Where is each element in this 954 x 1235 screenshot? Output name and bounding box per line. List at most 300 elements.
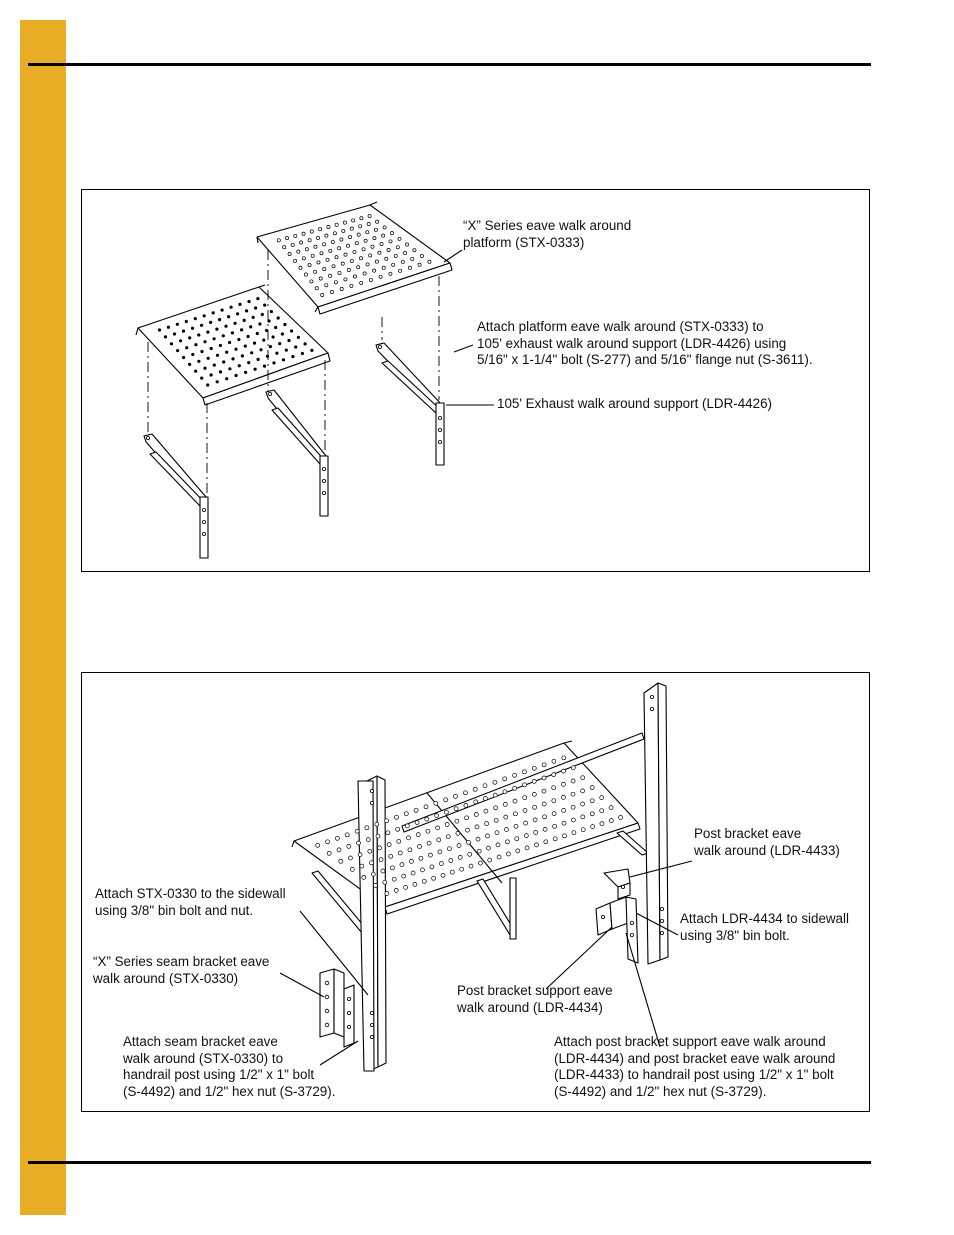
walkway-hole: [408, 848, 412, 852]
platform-hole: [297, 336, 300, 339]
platform-hole: [188, 336, 191, 339]
platform-hole: [238, 303, 241, 306]
platform-hole: [170, 342, 173, 345]
platform-hole: [357, 233, 360, 236]
walkway-hole: [457, 844, 461, 848]
platform-hole: [418, 263, 421, 266]
walkway-hole: [444, 798, 448, 802]
platform-hole: [366, 263, 369, 266]
walkway-hole: [483, 784, 487, 788]
walkway-hole: [345, 833, 349, 837]
walkway-hole: [432, 876, 436, 880]
platform-hole: [413, 249, 416, 252]
figure-handrail-assembly: [81, 672, 870, 1112]
walkway-hole: [395, 815, 399, 819]
platform-hole: [212, 311, 215, 314]
platform-hole: [158, 328, 161, 331]
platform-hole: [326, 258, 329, 261]
platform-hole: [263, 304, 266, 307]
callout-post-bracket: Post bracket eave walk around (LDR-4433): [694, 826, 840, 858]
platform-hole: [230, 306, 233, 309]
platform-hole: [222, 334, 225, 337]
walkway-hole: [463, 791, 467, 795]
platform-hole: [197, 360, 200, 363]
walkway-hole: [503, 790, 507, 794]
walkway-hole: [448, 847, 452, 851]
walkway-hole: [458, 855, 462, 859]
platform-hole: [359, 225, 362, 228]
platform-hole: [265, 329, 268, 332]
walkway-hole: [435, 814, 439, 818]
platform-hole: [355, 242, 358, 245]
platform-hole: [194, 370, 197, 373]
walkway-hole: [385, 892, 389, 896]
walkway-hole: [381, 869, 385, 873]
platform-hole: [334, 281, 337, 284]
platform-hole: [342, 229, 345, 232]
walkway-hole: [368, 849, 372, 853]
platform-hole: [314, 270, 317, 273]
walkway-hole: [404, 812, 408, 816]
platform-hole: [225, 351, 228, 354]
walkway-hole: [466, 828, 470, 832]
walkway-hole: [366, 838, 370, 842]
platform-hole: [247, 300, 250, 303]
walkway-hole: [379, 858, 383, 862]
walkway-hole: [375, 822, 379, 826]
platform-hole: [335, 256, 338, 259]
platform-hole: [374, 228, 377, 231]
walkway-hole: [553, 824, 557, 828]
platform-hole: [408, 266, 411, 269]
platform-hole: [353, 250, 356, 253]
walkway-hole: [446, 835, 450, 839]
platform-hole: [353, 275, 356, 278]
walkway-hole: [562, 808, 566, 812]
walkway-hole: [475, 825, 479, 829]
platform-hole: [344, 253, 347, 256]
platform-hole: [287, 339, 290, 342]
walkway-hole: [411, 871, 415, 875]
walkway-hole: [383, 880, 387, 884]
walkway-hole: [535, 843, 539, 847]
platform-hole: [333, 232, 336, 235]
walkway-hole: [390, 866, 394, 870]
platform-hole: [291, 355, 294, 358]
walkway-hole: [600, 822, 604, 826]
platform-hole: [297, 250, 300, 253]
walkway-hole: [483, 797, 487, 801]
top-rule: [28, 63, 871, 66]
walkway-hole: [493, 793, 497, 797]
walkway-hole: [326, 840, 330, 844]
walkway-hole: [376, 834, 380, 838]
platform-hole: [343, 221, 346, 224]
walkway-hole: [424, 805, 428, 809]
walkway-hole: [430, 865, 434, 869]
platform-hole: [314, 245, 317, 248]
walkway-hole: [445, 823, 449, 827]
walkway-hole: [524, 834, 528, 838]
walkway-hole: [370, 861, 374, 865]
walkway-hole: [552, 799, 556, 803]
platform-hole: [258, 322, 261, 325]
walkway-hole: [358, 853, 362, 857]
walkway-hole: [400, 863, 404, 867]
walkway-hole: [371, 872, 375, 876]
platform-hole: [308, 264, 311, 267]
walkway-hole: [460, 867, 464, 871]
platform-hole: [275, 352, 278, 355]
platform-hole: [228, 367, 231, 370]
walkway-hole: [365, 826, 369, 830]
platform-hole: [185, 346, 188, 349]
walkway-hole: [562, 769, 566, 773]
walkway-hole: [504, 815, 508, 819]
walkway-hole: [590, 786, 594, 790]
walkway-hole: [524, 821, 528, 825]
platform-hole: [310, 230, 313, 233]
platform-hole: [362, 248, 365, 251]
walkway-hole: [562, 756, 566, 760]
walkway-hole: [609, 806, 613, 810]
walkway-hole: [493, 780, 497, 784]
platform-hole: [244, 371, 247, 374]
platform-hole: [228, 341, 231, 344]
walkway-hole: [525, 846, 529, 850]
walkway-hole: [438, 850, 442, 854]
walkway-hole: [516, 849, 520, 853]
walkway-hole: [506, 852, 510, 856]
walkway-hole: [523, 809, 527, 813]
walkway-hole: [397, 839, 401, 843]
platform-hole: [270, 310, 273, 313]
platform-hole: [311, 254, 314, 257]
platform-hole: [203, 314, 206, 317]
platform-hole: [167, 326, 170, 329]
platform-hole: [216, 354, 219, 357]
walkway-hole: [428, 853, 432, 857]
walkway-hole: [407, 836, 411, 840]
platform-hole: [411, 257, 414, 260]
platform-hole: [301, 352, 304, 355]
walkway-hole: [494, 806, 498, 810]
platform-hole: [340, 238, 343, 241]
walkway-hole: [337, 848, 341, 852]
platform-hole: [389, 240, 392, 243]
platform-hole: [267, 319, 270, 322]
walkway-hole: [436, 826, 440, 830]
platform-hole: [256, 297, 259, 300]
platform-hole: [404, 252, 407, 255]
platform-hole: [182, 356, 185, 359]
walkway-hole: [405, 824, 409, 828]
walkway-hole: [373, 883, 377, 887]
platform-hole: [294, 259, 297, 262]
walkway-hole: [484, 809, 488, 813]
platform-hole: [176, 323, 179, 326]
platform-hole: [385, 257, 388, 260]
platform-hole: [164, 335, 167, 338]
walkway-hole: [425, 817, 429, 821]
platform-hole: [256, 332, 259, 335]
platform-hole: [283, 323, 286, 326]
walkway-hole: [418, 845, 422, 849]
platform-hole: [262, 339, 265, 342]
platform-hole: [254, 306, 257, 309]
walkway-hole: [362, 875, 366, 879]
walkway-hole: [543, 815, 547, 819]
bottom-rule: [28, 1161, 871, 1164]
platform-hole: [173, 332, 176, 335]
platform-hole: [310, 280, 313, 283]
platform-hole: [185, 320, 188, 323]
platform-hole: [352, 219, 355, 222]
platform-hole: [194, 343, 197, 346]
platform-hole: [332, 265, 335, 268]
platform-hole: [225, 377, 228, 380]
platform-hole: [382, 234, 385, 237]
platform-hole: [323, 243, 326, 246]
platform-hole: [288, 252, 291, 255]
platform-hole: [216, 380, 219, 383]
walkway-hole: [497, 855, 501, 859]
callout-attach-stx0330: Attach STX-0330 to the sidewall using 3/8" bin bolt and nut.: [95, 886, 286, 918]
platform-hole: [237, 338, 240, 341]
platform-hole: [294, 345, 297, 348]
walkway-hole: [552, 759, 556, 763]
platform-hole: [373, 237, 376, 240]
platform-hole: [213, 337, 216, 340]
platform-hole: [317, 261, 320, 264]
walkway-hole: [473, 787, 477, 791]
walkway-hole: [571, 779, 575, 783]
platform-hole: [203, 367, 206, 370]
platform-hole: [338, 271, 341, 274]
walkway-hole: [523, 796, 527, 800]
platform-hole: [206, 383, 209, 386]
walkway-hole: [542, 776, 546, 780]
platform-hole: [346, 244, 349, 247]
platform-hole: [210, 347, 213, 350]
platform-hole: [310, 349, 313, 352]
platform-hole: [254, 368, 257, 371]
platform-hole: [369, 278, 372, 281]
walkway-hole: [421, 868, 425, 872]
walkway-hole: [581, 815, 585, 819]
walkway-hole: [357, 841, 361, 845]
platform-hole: [350, 259, 353, 262]
walkway-hole: [464, 803, 468, 807]
platform-hole: [316, 236, 319, 239]
platform-hole: [227, 315, 230, 318]
walkway-hole: [532, 779, 536, 783]
walkway-hole: [387, 843, 391, 847]
walkway-hole: [543, 827, 547, 831]
walkway-hole: [441, 873, 445, 877]
walkway-hole: [455, 819, 459, 823]
platform-hole: [338, 247, 341, 250]
platform-hole: [399, 269, 402, 272]
platform-hole: [363, 272, 366, 275]
walkway-hole: [392, 877, 396, 881]
walkway-hole: [542, 802, 546, 806]
platform-hole: [319, 277, 322, 280]
side-tab: [20, 20, 66, 1215]
walkway-hole: [378, 846, 382, 850]
walkway-hole: [394, 888, 398, 892]
walkway-hole: [514, 824, 518, 828]
walkway-hole: [413, 882, 417, 886]
platform-hole: [188, 363, 191, 366]
platform-hole: [259, 348, 262, 351]
walkway-hole: [515, 837, 519, 841]
platform-hole: [200, 324, 203, 327]
platform-hole: [300, 241, 303, 244]
walkway-hole: [572, 831, 576, 835]
platform-hole: [360, 281, 363, 284]
callout-attach-platform: Attach platform eave walk around (STX-0333) to 105' exhaust walk around support (LDR-4426) using 5/16" x 1-1/4" bolt (S-277) and 5/16" flange nut (S-3611).: [477, 319, 813, 367]
platform-hole: [241, 354, 244, 357]
walkway-hole: [454, 794, 458, 798]
platform-hole: [286, 237, 289, 240]
callout-platform: “X” Series eave walk around platform (STX-0333): [463, 218, 632, 250]
platform-hole: [321, 293, 324, 296]
platform-hole: [179, 339, 182, 342]
walkway-hole: [532, 792, 536, 796]
platform-hole: [329, 249, 332, 252]
platform-hole: [282, 358, 285, 361]
walkway-hole: [534, 831, 538, 835]
walkway-hole: [456, 831, 460, 835]
platform-hole: [277, 316, 280, 319]
platform-hole: [291, 243, 294, 246]
walkway-hole: [335, 836, 339, 840]
platform-hole: [213, 364, 216, 367]
walkway-hole: [402, 874, 406, 878]
platform-hole: [243, 319, 246, 322]
walkway-hole: [414, 808, 418, 812]
platform-hole: [238, 364, 241, 367]
platform-hole: [389, 272, 392, 275]
walkway-hole: [467, 840, 471, 844]
platform-hole: [319, 228, 322, 231]
platform-hole: [274, 326, 277, 329]
platform-hole: [302, 257, 305, 260]
platform-hole: [367, 222, 370, 225]
walkway-hole: [415, 821, 419, 825]
walkway-hole: [552, 812, 556, 816]
platform-hole: [219, 344, 222, 347]
platform-hole: [191, 353, 194, 356]
platform-hole: [215, 328, 218, 331]
platform-hole: [200, 377, 203, 380]
walkway-hole: [513, 773, 517, 777]
platform-hole: [176, 349, 179, 352]
platform-hole: [209, 321, 212, 324]
platform-hole: [207, 357, 210, 360]
walkway-hole: [571, 766, 575, 770]
walkway-hole: [478, 861, 482, 865]
platform-hole: [218, 318, 221, 321]
walkway-hole: [339, 859, 343, 863]
platform-hole: [383, 226, 386, 229]
walkway-hole: [600, 796, 604, 800]
platform-hole: [278, 342, 281, 345]
platform-hole: [200, 350, 203, 353]
platform-hole: [203, 340, 206, 343]
platform-hole: [231, 357, 234, 360]
walkway-hole: [419, 856, 423, 860]
walkway-hole: [360, 864, 364, 868]
platform-hole: [269, 345, 272, 348]
platform-hole: [219, 370, 222, 373]
platform-hole: [315, 287, 318, 290]
walkway-hole: [416, 833, 420, 837]
walkway-hole: [513, 799, 517, 803]
walkway-hole: [348, 856, 352, 860]
walkway-hole: [600, 809, 604, 813]
platform-hole: [398, 237, 401, 240]
walkway-hole: [590, 799, 594, 803]
walkway-hole: [468, 852, 472, 856]
platform-hole: [247, 335, 250, 338]
platform-hole: [331, 240, 334, 243]
walkway-hole: [581, 802, 585, 806]
walkway-hole: [404, 885, 408, 889]
platform-hole: [373, 269, 376, 272]
platform-hole: [344, 278, 347, 281]
platform-hole: [304, 342, 307, 345]
walkway-hole: [523, 783, 527, 787]
walkway-hole: [437, 838, 441, 842]
walkway-hole: [544, 840, 548, 844]
platform-hole: [236, 312, 239, 315]
walkway-hole: [561, 795, 565, 799]
platform-hole: [380, 243, 383, 246]
walkway-hole: [454, 807, 458, 811]
walkway-hole: [495, 831, 499, 835]
platform-hole: [304, 273, 307, 276]
platform-hole: [308, 239, 311, 242]
walkway-hole: [450, 870, 454, 874]
platform-hole: [350, 284, 353, 287]
walkway-hole: [563, 834, 567, 838]
walkway-hole: [488, 858, 492, 862]
walkway-hole: [477, 849, 481, 853]
platform-hole: [191, 327, 194, 330]
platform-hole: [396, 246, 399, 249]
platform-hole: [206, 331, 209, 334]
walkway-hole: [476, 837, 480, 841]
platform-hole: [194, 317, 197, 320]
platform-hole: [357, 266, 360, 269]
platform-hole: [197, 333, 200, 336]
walkway-hole: [571, 818, 575, 822]
platform-hole: [392, 263, 395, 266]
walkway-hole: [581, 789, 585, 793]
platform-hole: [290, 329, 293, 332]
platform-hole: [245, 309, 248, 312]
platform-hole: [327, 225, 330, 228]
walkway-hole: [385, 819, 389, 823]
platform-hole: [371, 245, 374, 248]
callout-attach-ldr4434: Attach LDR-4434 to sidewall using 3/8" bin bolt.: [680, 911, 849, 943]
walkway-hole: [449, 859, 453, 863]
platform-hole: [320, 252, 323, 255]
platform-hole: [379, 275, 382, 278]
platform-hole: [360, 217, 363, 220]
